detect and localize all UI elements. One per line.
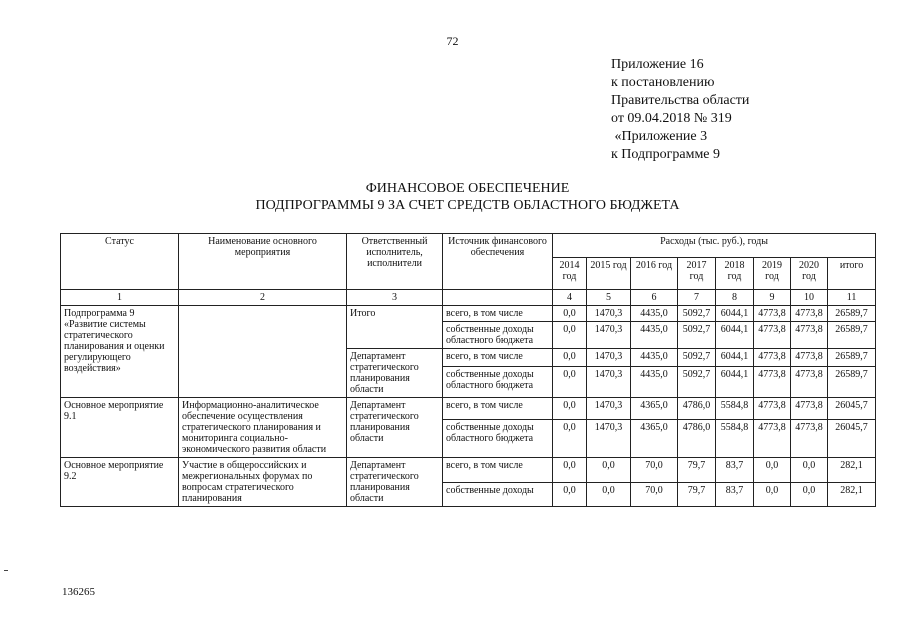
value-cell: 1470,3 xyxy=(587,306,631,322)
value-cell: 4365,0 xyxy=(631,420,678,458)
value-cell: 70,0 xyxy=(631,482,678,507)
column-number: 1 xyxy=(61,290,179,306)
value-cell: 0,0 xyxy=(553,482,587,507)
title-line-2: ПОДПРОГРАММЫ 9 ЗА СЧЕТ СРЕДСТВ ОБЛАСТНОГО БЮДЖЕТА xyxy=(255,198,680,213)
source-cell: собственные доходы областного бюджета xyxy=(443,420,553,458)
value-cell: 4773,8 xyxy=(754,306,791,322)
source-cell: всего, в том числе xyxy=(443,349,553,367)
value-cell: 5092,7 xyxy=(678,306,716,322)
appendix-line: Приложение 16 xyxy=(611,57,704,72)
value-cell: 0,0 xyxy=(791,458,828,483)
value-cell: 1470,3 xyxy=(587,420,631,458)
value-cell: 0,0 xyxy=(553,398,587,420)
value-cell: 0,0 xyxy=(553,306,587,322)
executor-cell: Департамент стратегического планирования области xyxy=(347,458,443,507)
table-row xyxy=(61,458,876,483)
appendix-line: Правительства области xyxy=(611,93,750,108)
value-cell: 282,1 xyxy=(828,458,876,483)
header-event-name: Наименование основного мероприятия xyxy=(179,234,347,290)
executor-cell: Итого xyxy=(347,306,443,349)
value-cell: 4435,0 xyxy=(631,349,678,367)
executor-cell: Департамент стратегического планирования области xyxy=(347,349,443,398)
source-cell: всего, в том числе xyxy=(443,306,553,322)
value-cell: 5092,7 xyxy=(678,367,716,398)
source-cell: собственные доходы xyxy=(443,482,553,507)
status-cell: Основное мероприятие 9.1 xyxy=(61,398,179,458)
event-name-cell: Информационно-аналитическое обеспечение осуществления стратегического планирования и мониторинга социально-экономического развития области xyxy=(179,398,347,458)
footer-code: 136265 xyxy=(62,586,95,598)
column-number: 4 xyxy=(553,290,587,306)
value-cell: 83,7 xyxy=(716,458,754,483)
edge-mark xyxy=(4,570,8,571)
value-cell: 4435,0 xyxy=(631,367,678,398)
appendix-block xyxy=(611,56,749,164)
value-cell: 4435,0 xyxy=(631,306,678,322)
value-cell: 4773,8 xyxy=(791,367,828,398)
value-cell: 4773,8 xyxy=(754,322,791,349)
value-cell: 0,0 xyxy=(587,458,631,483)
appendix-line: к Подпрограмме 9 xyxy=(611,147,721,162)
value-cell: 26045,7 xyxy=(828,398,876,420)
value-cell: 4773,8 xyxy=(791,306,828,322)
column-number: 5 xyxy=(587,290,631,306)
column-number: 6 xyxy=(631,290,678,306)
event-name-cell: Участие в общероссийских и межрегиональных форумах по вопросам стратегического планирования xyxy=(179,458,347,507)
value-cell: 6044,1 xyxy=(716,322,754,349)
table-row xyxy=(61,306,876,322)
value-cell: 0,0 xyxy=(754,482,791,507)
value-cell: 4773,8 xyxy=(754,367,791,398)
header-year: 2014 год xyxy=(553,258,587,290)
column-number xyxy=(443,290,553,306)
value-cell: 6044,1 xyxy=(716,306,754,322)
page-number: 72 xyxy=(446,34,459,48)
value-cell: 5584,8 xyxy=(716,420,754,458)
value-cell: 6044,1 xyxy=(716,367,754,398)
value-cell: 282,1 xyxy=(828,482,876,507)
value-cell: 0,0 xyxy=(791,482,828,507)
value-cell: 1470,3 xyxy=(587,349,631,367)
source-cell: собственные доходы областного бюджета xyxy=(443,322,553,349)
status-cell: Подпрограмма 9 «Развитие системы стратегического планирования и оценки регулирующего воздействия» xyxy=(61,306,179,398)
value-cell: 0,0 xyxy=(553,367,587,398)
source-cell: собственные доходы областного бюджета xyxy=(443,367,553,398)
value-cell: 4786,0 xyxy=(678,398,716,420)
header-expenses: Расходы (тыс. руб.), годы xyxy=(553,234,876,258)
column-number: 2 xyxy=(179,290,347,306)
value-cell: 4773,8 xyxy=(791,398,828,420)
source-cell: всего, в том числе xyxy=(443,398,553,420)
value-cell: 26589,7 xyxy=(828,306,876,322)
header-year: 2015 год xyxy=(587,258,631,290)
value-cell: 70,0 xyxy=(631,458,678,483)
appendix-line: к постановлению xyxy=(611,75,715,90)
header-year: итого xyxy=(828,258,876,290)
value-cell: 0,0 xyxy=(587,482,631,507)
value-cell: 4773,8 xyxy=(791,322,828,349)
value-cell: 1470,3 xyxy=(587,367,631,398)
value-cell: 79,7 xyxy=(678,458,716,483)
header-executor: Ответственный исполнитель, исполнители xyxy=(347,234,443,290)
column-number: 9 xyxy=(754,290,791,306)
column-number: 10 xyxy=(791,290,828,306)
value-cell: 0,0 xyxy=(553,322,587,349)
header-year: 2017 год xyxy=(678,258,716,290)
column-number: 8 xyxy=(716,290,754,306)
value-cell: 26589,7 xyxy=(828,349,876,367)
value-cell: 0,0 xyxy=(754,458,791,483)
value-cell: 26589,7 xyxy=(828,322,876,349)
header-year: 2019 год xyxy=(754,258,791,290)
table-row xyxy=(61,398,876,420)
value-cell: 0,0 xyxy=(553,458,587,483)
value-cell: 0,0 xyxy=(553,420,587,458)
value-cell: 5092,7 xyxy=(678,322,716,349)
source-cell: всего, в том числе xyxy=(443,458,553,483)
value-cell: 26589,7 xyxy=(828,367,876,398)
value-cell: 1470,3 xyxy=(587,322,631,349)
document-title xyxy=(0,180,905,214)
header-source: Источник финансового обеспечения xyxy=(443,234,553,290)
value-cell: 79,7 xyxy=(678,482,716,507)
value-cell: 5584,8 xyxy=(716,398,754,420)
column-number: 7 xyxy=(678,290,716,306)
value-cell: 4786,0 xyxy=(678,420,716,458)
value-cell: 4773,8 xyxy=(754,398,791,420)
value-cell: 4773,8 xyxy=(754,420,791,458)
value-cell: 83,7 xyxy=(716,482,754,507)
appendix-line: «Приложение 3 xyxy=(611,129,708,144)
header-status: Статус xyxy=(61,234,179,290)
header-year: 2020 год xyxy=(791,258,828,290)
value-cell: 4773,8 xyxy=(791,349,828,367)
status-cell: Основное мероприятие 9.2 xyxy=(61,458,179,507)
value-cell: 4773,8 xyxy=(754,349,791,367)
title-line-1: ФИНАНСОВОЕ ОБЕСПЕЧЕНИЕ xyxy=(365,181,570,196)
value-cell: 26045,7 xyxy=(828,420,876,458)
value-cell: 5092,7 xyxy=(678,349,716,367)
appendix-line: от 09.04.2018 № 319 xyxy=(611,111,732,126)
header-year: 2016 год xyxy=(631,258,678,290)
value-cell: 4365,0 xyxy=(631,398,678,420)
value-cell: 1470,3 xyxy=(587,398,631,420)
executor-cell: Департамент стратегического планирования области xyxy=(347,398,443,458)
event-name-cell xyxy=(179,306,347,398)
header-year: 2018 год xyxy=(716,258,754,290)
column-number: 11 xyxy=(828,290,876,306)
financing-table xyxy=(60,233,876,507)
value-cell: 0,0 xyxy=(553,349,587,367)
value-cell: 4773,8 xyxy=(791,420,828,458)
value-cell: 6044,1 xyxy=(716,349,754,367)
column-number: 3 xyxy=(347,290,443,306)
value-cell: 4435,0 xyxy=(631,322,678,349)
